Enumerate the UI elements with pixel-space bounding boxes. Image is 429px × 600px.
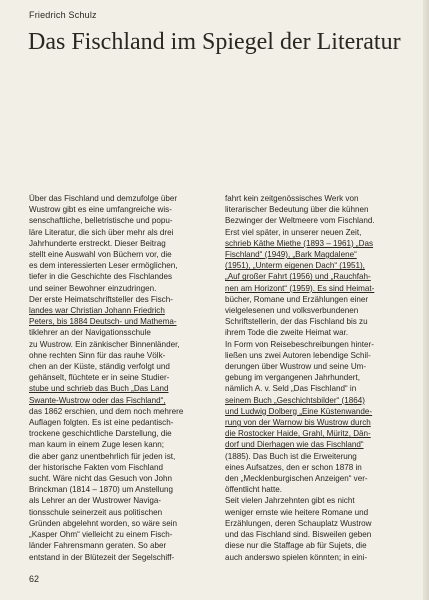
text-line: diese nur die Staffage ab für Sujets, die	[225, 541, 367, 551]
text-line: ohne rechten Sinn für das rauhe Völk-	[29, 350, 166, 360]
text-line: Der erste Heimatschriftsteller des Fisch-	[29, 294, 173, 304]
text-line: Über das Fischland und demzufolge über	[29, 194, 178, 203]
text-line: Erzählungen, deren Schauplatz Wustrow	[225, 518, 372, 528]
text-line: zu Wustrow. Ein zänkischer Binnenländer,	[29, 339, 180, 349]
text-line: und Ludwig Dolberg „Eine Küstenwande-	[225, 406, 373, 416]
text-line: Seit vielen Jahrzehnten gibt es nicht	[225, 496, 355, 506]
text-line: nen am Horizont“ (1959). Es sind Heimat-	[225, 283, 375, 293]
text-line: Wustrow gibt es eine umfangreiche wis-	[29, 205, 172, 215]
text-line: Gründen abgelehnt worden, so wäre sein	[29, 518, 178, 528]
text-line: ihrem Tode die zweite Heimat war.	[225, 328, 349, 338]
text-line: und das Fischland sind. Bisweilen geben	[225, 530, 372, 540]
text-line: der historische Fakten vom Fischland	[29, 462, 164, 472]
text-line: tiklehrer an der Navigationsschule	[29, 328, 151, 338]
text-line: stube und schrieb das Buch „Das Land	[29, 384, 169, 394]
text-line: Auflagen folgten. Es ist eine pedantisch-	[29, 418, 174, 428]
text-line: das 1862 erschien, und dem noch mehrere	[29, 406, 184, 416]
text-line: (1951), „Unterm eigenen Dach“ (1951),	[225, 261, 365, 271]
text-line: senschaftliche, belletristische und popu-	[29, 216, 173, 226]
text-line: schrieb Käthe Miethe (1893 – 1961) „Das	[225, 238, 374, 248]
author-name: Friedrich Schulz	[29, 10, 97, 20]
text-line: derungen über Wustrow und seine Um-	[225, 362, 367, 372]
text-line: nämlich A. v. Seld „Das Fischland“ in	[225, 384, 357, 394]
text-line: (1885). Das Buch ist die Erweiterung	[225, 451, 357, 461]
left-text-column	[29, 193, 219, 563]
right-text-column	[225, 193, 419, 563]
text-line: man kaum in einem Zuge lesen kann;	[29, 440, 164, 450]
text-line: stellt eine Auswahl von Büchern vor, die	[29, 250, 172, 260]
text-line: öffentlicht hatte.	[225, 485, 282, 495]
page-edge	[423, 0, 429, 600]
text-line: dorf und Dierhagen wie das Fischland“	[225, 440, 364, 450]
text-line: „Kasper Ohm“ vielleicht zu einem Fisch-	[29, 530, 173, 540]
text-line: fahrt kein zeitgenössisches Werk von	[225, 194, 359, 203]
text-line: Erst viel später, in unserer neuen Zeit,	[225, 227, 362, 237]
text-line: als Lehrer an der Wustrower Naviga-	[29, 496, 162, 506]
text-line: tionsschule seinerzeit aus politischen	[29, 507, 163, 517]
text-line: gehänselt, flüchtete er in seine Studier-	[29, 373, 170, 383]
text-line: landes war Christian Johann Friedrich	[29, 306, 165, 316]
text-line: entstand in der Blütezeit der Segelschiff-	[29, 552, 175, 562]
text-line: auch anderswo spielen könnten; in eini-	[225, 552, 368, 562]
text-line: vielgelesenen und volksverbundenen	[225, 306, 359, 316]
text-line: Schriftstellerin, der das Fischland bis zu	[225, 317, 368, 327]
text-line: Swante-Wustrow oder das Fischland“,	[29, 395, 166, 405]
text-line: länder Fahrensmann geraten. So aber	[29, 541, 167, 551]
page-number: 62	[29, 574, 40, 584]
text-line: In Form von Reisebeschreibungen hinter-	[225, 339, 374, 349]
text-line: „Auf großer Fahrt (1956) und „Rauchfah-	[225, 272, 371, 282]
text-line: Jahrhunderte erstreckt. Dieser Beitrag	[29, 238, 166, 248]
text-line: literarischer Bedeutung über die kühnen	[225, 205, 369, 215]
text-line: trockene geschichtliche Darstellung, die	[29, 429, 172, 439]
text-line: ließen uns zwei Autoren lebendige Schil-	[225, 350, 371, 360]
text-line: sucht. Wäre nicht das Gesuch von John	[29, 474, 173, 484]
text-line: läre Literatur, die sich über mehr als drei	[29, 227, 174, 237]
article-title: Das Fischland im Spiegel der Literatur	[28, 29, 401, 55]
text-line: die aber ganz unentbehrlich für jeden ist,	[29, 451, 176, 461]
text-line: die Rostocker Haide, Grahl, Müritz, Dän-	[225, 429, 371, 439]
text-line: Brinckman (1814 – 1870) um Anstellung	[29, 485, 173, 495]
text-line: Peters, bis 1884 Deutsch- und Mathema-	[29, 317, 177, 327]
text-line: Fischland“ (1949), „Bark Magdalene“	[225, 250, 357, 260]
text-line: es dem interessierten Leser ermöglichen,	[29, 261, 178, 271]
text-line: gebung im vergangenen Jahrhundert,	[225, 373, 360, 383]
text-line: seinem Buch „Geschichtsbilder“ (1864)	[225, 395, 365, 405]
text-line: rung von der Warnow bis Wustrow durch	[225, 418, 371, 428]
text-line: und seiner Bewohner einzudringen.	[29, 283, 157, 293]
text-line: Bezwinger der Weltmeere vom Fischland.	[225, 216, 375, 226]
text-line: bücher, Romane und Erzählungen einer	[225, 294, 369, 304]
text-line: chen an der Küste, ständig verfolgt und	[29, 362, 170, 372]
text-line: eines Aufsatzes, den er schon 1878 in	[225, 462, 362, 472]
text-line: den „Mecklenburgischen Anzeigen“ ver-	[225, 474, 368, 484]
text-line: tiefer in die Geschichte des Fischlandes	[29, 272, 173, 282]
text-line: weniger ernste wie heitere Romane und	[225, 507, 369, 517]
